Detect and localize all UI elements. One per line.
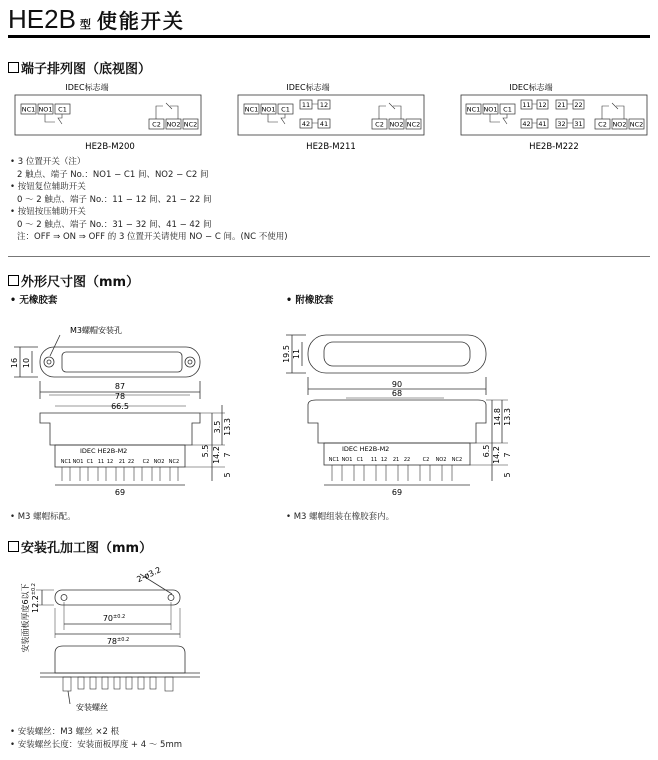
face-text: IDEC HE2B-M2: [342, 445, 390, 453]
note-line: 2 触点、端子 No.：NO1 − C1 间、NO2 − C2 间: [17, 169, 209, 180]
terminal-label: C1: [86, 459, 94, 465]
terminal-label: 21: [392, 457, 400, 463]
section-divider: [8, 256, 650, 257]
top-view-outline: [40, 347, 200, 377]
dim-value: 11: [292, 348, 301, 360]
terminal-label: 12: [106, 459, 114, 465]
terminal-label: 21: [557, 101, 566, 109]
mount-heading-text: 安装孔加工图（mm）: [21, 541, 153, 556]
dim-value: 19.5: [282, 345, 291, 363]
note-line: • 3 位置开关（注）: [10, 157, 86, 167]
terminal-label: NO1: [483, 105, 498, 114]
section-box-icon: [8, 541, 19, 552]
terminal-label: NC1: [328, 457, 340, 463]
terminal-label: 11: [370, 457, 378, 463]
terminal-label: 12: [319, 101, 329, 109]
section-box-icon: [8, 275, 19, 286]
terminal-label: 32: [557, 120, 566, 128]
terminal-label: 22: [127, 459, 135, 465]
dim-tolerance: ±0.2: [31, 583, 37, 596]
drawing-with-rubber: [276, 305, 566, 500]
dim-value: 13.3: [503, 408, 512, 426]
terminal-label: 42: [522, 120, 531, 128]
terminal-label: 22: [403, 457, 411, 463]
note-line: • 按钮复位辅助开关: [10, 182, 86, 192]
section-box-icon: [8, 62, 19, 73]
terminal-label: C1: [356, 457, 364, 463]
terminal-label: NO1: [38, 105, 53, 114]
diagram-name: HE2B-M222: [529, 142, 579, 152]
mount-notes: [10, 726, 182, 751]
terminal-label: C1: [503, 105, 512, 114]
dim-value: 3.5: [213, 420, 222, 434]
terminal-label: NC1: [60, 459, 72, 465]
note-line: • 安装螺丝长度：安装面板厚度 + 4 〜 5mm: [10, 739, 183, 750]
dim-value: 70: [102, 614, 114, 623]
dim-value: 5: [503, 472, 512, 478]
caption-with-rubber: • M3 螺帽组装在橡胶套内。: [286, 512, 395, 522]
terminal-heading: [8, 58, 151, 77]
side-view-outline: [308, 400, 486, 443]
terminal-label: NC2: [629, 120, 644, 129]
terminal-label: NC2: [451, 457, 463, 463]
panel-thickness-label: 安装面板厚度6以下: [21, 583, 30, 653]
dim-value: 66.5: [111, 402, 129, 411]
terminal-label: 12: [380, 457, 388, 463]
terminal-notes: [10, 156, 630, 244]
terminal-label: NC2: [406, 120, 421, 129]
svg-text:12.2±0.2: [31, 583, 40, 613]
terminal-label: NO2: [389, 120, 404, 129]
note-line: 0 〜 2 触点、端子 No.：11 − 12 间、21 − 22 间: [17, 194, 212, 205]
terminal-label: C1: [58, 105, 67, 114]
terminal-label: C2: [142, 459, 150, 465]
terminal-label: C2: [422, 457, 430, 463]
dim-value: 7: [223, 452, 232, 458]
drawing-mount-hole: [0, 558, 260, 718]
terminal-label: 22: [574, 101, 583, 109]
terminal-label: NC2: [168, 459, 180, 465]
note-line: • 安装螺丝：M3 螺丝 ×2 根: [10, 727, 120, 737]
terminal-label: NC1: [244, 105, 259, 114]
dim-value: 69: [114, 488, 126, 497]
terminal-label: 12: [538, 101, 547, 109]
with-rubber-label: • 附橡胶套: [286, 295, 334, 306]
dim-value: 14.2: [492, 446, 501, 464]
top-view-outline: [308, 335, 486, 373]
diagram-name: HE2B-M211: [306, 142, 356, 152]
page-header: [8, 4, 185, 38]
terminal-label: NO1: [261, 105, 276, 114]
svg-text:70±0.2: [103, 614, 125, 623]
screw-label: 安装螺丝: [76, 703, 108, 712]
mount-side-view: [55, 646, 185, 673]
no-rubber-label: • 无橡胶套: [10, 295, 58, 306]
dim-value: 7: [503, 452, 512, 458]
terminal-label: NO2: [153, 459, 165, 465]
svg-text:78±0.2: [107, 637, 129, 646]
face-text: IDEC HE2B-M2: [80, 447, 128, 455]
idec-label: IDEC标志端: [65, 83, 109, 92]
terminal-label: C1: [281, 105, 290, 114]
terminal-label: C2: [598, 120, 607, 129]
diagram-name: HE2B-M200: [85, 142, 135, 152]
page-title: 使能开关: [96, 9, 185, 33]
dim-value: 10: [22, 357, 31, 369]
terminal-label: NO2: [435, 457, 447, 463]
dim-value: 68: [391, 389, 403, 398]
dim-tolerance: ±0.2: [117, 637, 130, 643]
terminal-label: NC2: [183, 120, 198, 129]
terminal-heading-text: 端子排列图（底视图）: [21, 62, 152, 77]
terminal-label: NO2: [166, 120, 181, 129]
terminal-label: 21: [118, 459, 126, 465]
terminal-label: 11: [97, 459, 105, 465]
dim-value: 16: [10, 357, 19, 369]
dim-value: 78: [106, 637, 118, 646]
dimension-heading: [8, 271, 139, 290]
note-line: 0 〜 2 触点、端子 No.：31 − 32 间、41 − 42 间: [17, 219, 212, 230]
terminal-diagram-m200: [15, 82, 201, 152]
dim-value: 14.8: [493, 408, 502, 426]
dim-value: 12.2: [31, 595, 40, 613]
dim-value: 5.5: [201, 444, 210, 458]
idec-label: IDEC标志端: [509, 83, 553, 92]
terminal-label: NC1: [466, 105, 481, 114]
terminal-label: NO1: [341, 457, 353, 463]
note-line: • 按钮按压辅助开关: [10, 207, 86, 217]
dim-value: 5: [223, 472, 232, 478]
dim-value: 69: [391, 488, 403, 497]
terminal-label: 31: [574, 120, 583, 128]
dim-value: 13.3: [223, 418, 232, 436]
hole-spec: 2-ø3.2: [135, 565, 163, 585]
dim-tolerance: ±0.2: [113, 614, 126, 620]
terminal-label: NO1: [72, 459, 84, 465]
terminal-diagram-m211: [238, 82, 424, 152]
dim-value: 87: [114, 382, 126, 391]
dim-value: 14.2: [212, 446, 221, 464]
terminal-diagram-m222: [461, 82, 647, 152]
type-label: 型: [79, 18, 91, 31]
drawing-no-rubber: [0, 305, 290, 500]
terminal-label: NO2: [612, 120, 627, 129]
hole-label: M3螺帽安装孔: [70, 326, 122, 335]
dimension-heading-text: 外形尺寸图（mm）: [21, 275, 140, 290]
terminal-label: 41: [538, 120, 547, 128]
terminal-label: 41: [319, 120, 329, 128]
idec-label: IDEC标志端: [286, 83, 330, 92]
dim-value: 6.5: [482, 444, 491, 458]
terminal-label: 42: [301, 120, 311, 128]
terminal-label: 11: [522, 101, 531, 109]
header-rule: [8, 35, 650, 38]
dim-value: 78: [114, 392, 126, 401]
terminal-diagrams: [0, 78, 658, 158]
mount-heading: [8, 537, 152, 556]
terminal-label: NC1: [21, 105, 36, 114]
caption-no-rubber: • M3 螺帽标配。: [10, 512, 76, 522]
terminal-label: 11: [301, 101, 311, 109]
cutout-outline: [55, 590, 180, 605]
terminal-label: C2: [375, 120, 384, 129]
note-line: 注：OFF ⇒ ON ⇒ OFF 的 3 位置开关请使用 NO − C 间。(NC 不使用): [17, 232, 288, 242]
side-view-outline: [40, 413, 200, 445]
dim-value: 90: [391, 380, 403, 389]
model-name: HE2B: [8, 4, 76, 34]
terminal-label: C2: [152, 120, 161, 129]
